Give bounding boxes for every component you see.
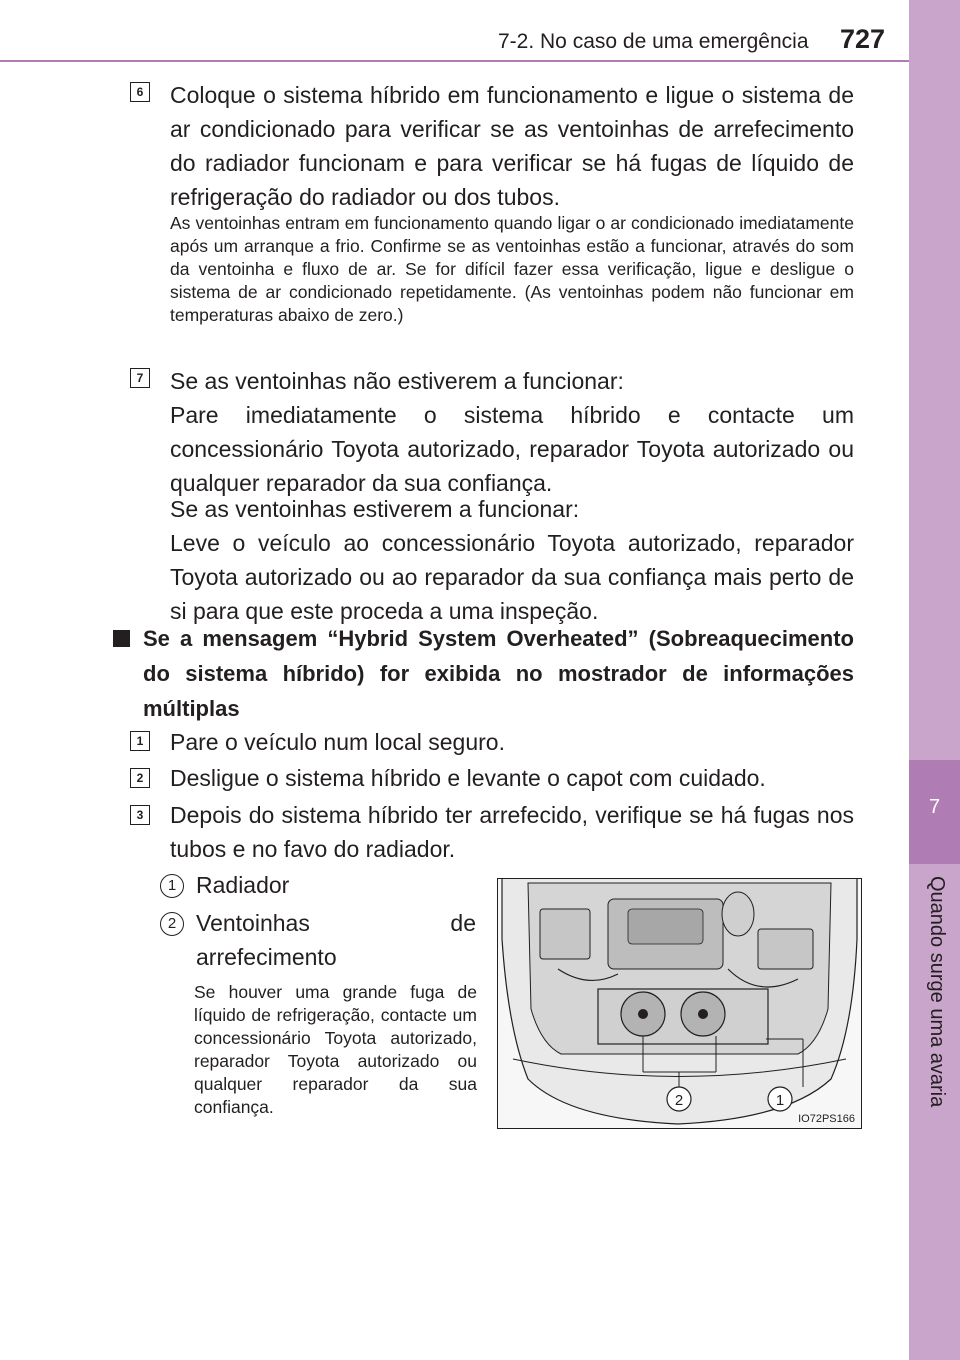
step-number-6: 6 <box>130 82 150 102</box>
chapter-number: 7 <box>928 796 941 818</box>
step-7-line-b2: Leve o veículo ao concessionário Toyota autorizado, reparador Toyota autorizado ou ao reparador da sua confiança mais perto de si para que este proceda a uma inspeção. <box>170 530 854 624</box>
step-number-1: 1 <box>130 731 150 751</box>
section-title: 7-2. No caso de uma emergência <box>498 30 809 53</box>
figure-callout-1-label: 1 <box>775 1092 785 1109</box>
callout-2-number: 2 <box>160 912 184 936</box>
step-7-line-a2: Pare imediatamente o sistema híbrido e contacte um concessionário Toyota autorizado, reparador Toyota autorizado ou qualquer reparador da sua confiança. <box>170 402 854 496</box>
callout-note: Se houver uma grande fuga de líquido de refrigeração, contacte um concessionário Toyota autorizado, reparador Toyota autorizado ou qualquer reparador da sua confiança. <box>194 982 477 1117</box>
figure-callout-2-label: 2 <box>674 1092 684 1109</box>
page-number: 727 <box>840 24 886 54</box>
step-7-line-a1: Se as ventoinhas não estiverem a funcionar: <box>170 368 624 394</box>
figure-code: IO72PS166 <box>798 1113 855 1125</box>
callout-1-label: Radiador <box>196 872 290 898</box>
step-2-text: Desligue o sistema híbrido e levante o capot com cuidado. <box>170 765 766 791</box>
callout-2-label: Ventoinhas de arrefecimento <box>196 910 476 970</box>
section-heading: Se a mensagem “Hybrid System Overheated” (Sobreaquecimento do sistema híbrido) for exibida no mostrador de informações múltiplas <box>143 626 854 721</box>
engine-bay-figure <box>497 878 862 1129</box>
step-7-line-b1: Se as ventoinhas estiverem a funcionar: <box>170 496 580 522</box>
step-number-7: 7 <box>130 368 150 388</box>
callout-1-number: 1 <box>160 874 184 898</box>
heading-bullet <box>113 630 130 647</box>
side-tab-bar <box>909 0 960 1360</box>
step-number-3: 3 <box>130 805 150 825</box>
header-rule <box>0 60 909 62</box>
step-3-text: Depois do sistema híbrido ter arrefecido, verifique se há fugas nos tubos e no favo do radiador. <box>170 802 854 862</box>
step-6-note: As ventoinhas entram em funcionamento quando ligar o ar condicionado imediatamente após um arranque a frio. Confirme se as ventoinhas estão a funcionar, através do som da ventoinha e fluxo de ar. Se for difícil fazer essa verificação, ligue e desligue o sistema de ar condicionado repetidamente. (As ventoinhas podem não funcionar em temperaturas abaixo de zero.) <box>170 213 854 325</box>
step-number-2: 2 <box>130 768 150 788</box>
step-1-text: Pare o veículo num local seguro. <box>170 729 505 755</box>
chapter-title: Quando surge uma avaria <box>926 876 948 1108</box>
step-6-text: Coloque o sistema híbrido em funcionamento e ligue o sistema de ar condicionado para verificar se as ventoinhas de arrefecimento do radiador funcionam e para verificar se há fugas de líquido de refrigeração do radiador ou dos tubos. <box>170 82 854 210</box>
engine-bay-illustration <box>498 879 861 1128</box>
